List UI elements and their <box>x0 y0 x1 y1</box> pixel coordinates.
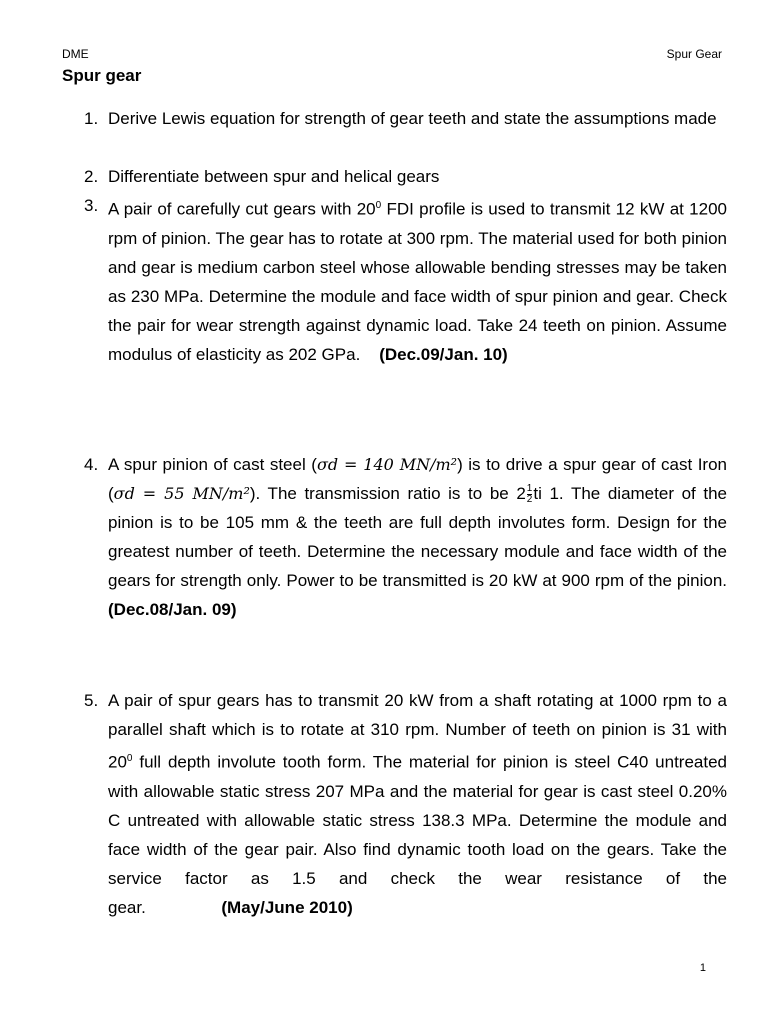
page-number: 1 <box>699 962 706 974</box>
text-part: FDI profile is used to transmit 12 kW at 1200 rpm of pinion. The gear has to rotate at 300 rpm. The material used for both pinion and gear is medium carbon steel whose allowable bending stresses may be taken as 230 MPa. Determine the module and face width of spur pinion and gear. Check the pair for wear strength against dynamic load. Take 24 teeth on pinion. Assume modulus of elasticity as 202 GPa. <box>108 199 727 364</box>
question-1 <box>84 104 727 133</box>
question-text: Derive Lewis equation for strength of gear teeth and state the assumptions made <box>108 109 717 128</box>
math-stress-gear: σd = 55 MN/m² <box>113 484 250 503</box>
question-text: Differentiate between spur and helical gears <box>108 167 440 186</box>
question-text <box>108 191 727 369</box>
question-4 <box>84 450 727 624</box>
text-part: ) is to drive a spur gear of cast Iron ( <box>108 455 727 503</box>
question-text <box>108 450 727 624</box>
question-text <box>108 686 727 922</box>
text-part: A spur pinion of cast steel ( <box>108 455 317 474</box>
exam-tag: (Dec.09/Jan. 10) <box>379 344 508 364</box>
question-number: 4. <box>84 455 99 474</box>
header-right: Spur Gear <box>666 47 722 61</box>
math-stress-pinion: σd = 140 MN/m² <box>316 455 458 474</box>
fraction-denominator: 2 <box>526 494 533 506</box>
text-part: A pair of carefully cut gears with 20 <box>108 199 376 219</box>
question-5 <box>84 686 727 922</box>
header-left: DME <box>62 47 89 61</box>
text-part: ti 1. The diameter of the pinion is to be 105 mm & the teeth are full depth involutes form. Design for the greatest number of teeth. Determine the necessary module and face width of the gears for strength only. Power to be transmitted is 20 kW at 900 rpm of the pinion. <box>108 484 728 590</box>
fraction <box>527 484 533 505</box>
exam-tag: (May/June 2010) <box>221 897 353 917</box>
question-number: 2. <box>84 167 99 186</box>
question-3 <box>84 191 727 369</box>
degree-superscript: 0 <box>126 753 133 764</box>
question-number: 3. <box>84 196 99 215</box>
degree-superscript: 0 <box>375 200 382 211</box>
fraction-numerator: 1 <box>526 483 533 495</box>
text-part: A pair of spur gears has to transmit 20 kW from a shaft rotating at 1000 rpm to a parallel shaft which is to rotate at 310 rpm. Number of teeth on pinion is 31 with 20 <box>108 691 727 772</box>
question-number: 5. <box>84 691 99 710</box>
page-title: Spur gear <box>62 66 142 85</box>
text-part: ). The transmission ratio is to be 2 <box>249 484 526 503</box>
exam-tag: (Dec.08/Jan. 09) <box>108 600 237 619</box>
text-part: full depth involute tooth form. The material for pinion is steel C40 untreated with allowable static stress 207 MPa and the material for gear is cast steel 0.20% C untreated with allowable static stress 138.3 MPa. Determine the module and face width of the gear pair. Also find dynamic tooth load on the gears. Take the service factor as 1.5 and check the wear resistance of the gear. <box>108 752 727 917</box>
question-2 <box>84 162 727 191</box>
question-number: 1. <box>84 109 99 128</box>
